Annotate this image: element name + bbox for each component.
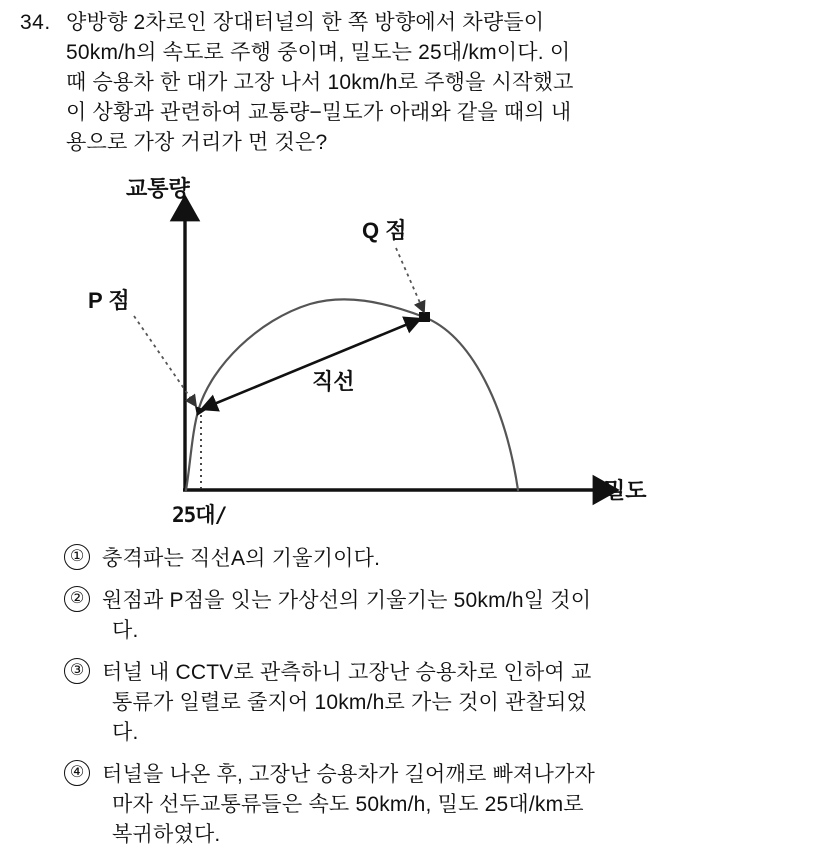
option-4[interactable] bbox=[0, 760, 826, 850]
shockwave-straight-line bbox=[202, 319, 420, 409]
question-line: 50km/h의 속도로 주행 중이며, 밀도는 25대/km이다. 이 bbox=[66, 41, 571, 64]
option-marker: ① bbox=[64, 544, 90, 570]
option-line: 복귀하였다. bbox=[112, 823, 221, 846]
option-1[interactable] bbox=[0, 544, 826, 574]
diagram-svg bbox=[0, 168, 826, 538]
option-text bbox=[102, 586, 802, 646]
option-marker: ③ bbox=[64, 658, 90, 684]
option-2[interactable] bbox=[0, 586, 826, 646]
x-axis-label: 밀도 bbox=[604, 478, 647, 503]
option-line: 통류가 일렬로 줄지어 10km/h로 가는 것이 관찰되었 bbox=[112, 691, 588, 714]
question-line: 용으로 가장 거리가 먼 것은? bbox=[66, 131, 328, 154]
question-text bbox=[66, 8, 806, 158]
option-line: 터널을 나온 후, 고장난 승용차가 길어깨로 빠져나가자 bbox=[102, 763, 595, 786]
point-q-label: Q 점 bbox=[362, 218, 407, 243]
option-line: 원점과 P점을 잇는 가상선의 기울기는 50km/h일 것이 bbox=[102, 589, 592, 612]
question-line: 양방향 2차로인 장대터널의 한 쪽 방향에서 차량들이 bbox=[66, 11, 545, 34]
straight-line-label: 직선 bbox=[312, 369, 355, 394]
y-axis-label: 교통량 bbox=[126, 176, 190, 201]
option-marker: ② bbox=[64, 586, 90, 612]
answer-options bbox=[0, 544, 826, 862]
question-number: 34. bbox=[20, 11, 51, 34]
option-marker: ④ bbox=[64, 760, 90, 786]
option-text bbox=[102, 658, 802, 748]
option-3[interactable] bbox=[0, 658, 826, 748]
option-line: 다. bbox=[112, 619, 139, 642]
option-line: 마자 선두교통류들은 속도 50km/h, 밀도 25대/km로 bbox=[112, 793, 584, 816]
question-line: 이 상황과 관련하여 교통량−밀도가 아래와 같을 때의 내 bbox=[66, 101, 572, 124]
option-line: 충격파는 직선A의 기울기이다. bbox=[102, 547, 381, 570]
q-point-marker bbox=[419, 312, 430, 322]
question-line: 때 승용차 한 대가 고장 나서 10km/h로 주행을 시작했고 bbox=[66, 71, 574, 94]
point-p-label: P 점 bbox=[88, 288, 130, 313]
traffic-flow-density-diagram bbox=[0, 168, 826, 538]
option-text bbox=[102, 544, 802, 574]
density-tick-label: 25대/ bbox=[172, 503, 227, 527]
option-text bbox=[102, 760, 802, 850]
q-label-leader bbox=[396, 248, 424, 312]
option-line: 터널 내 CCTV로 관측하니 고장난 승용차로 인하여 교 bbox=[102, 661, 592, 684]
option-line: 다. bbox=[112, 721, 139, 744]
